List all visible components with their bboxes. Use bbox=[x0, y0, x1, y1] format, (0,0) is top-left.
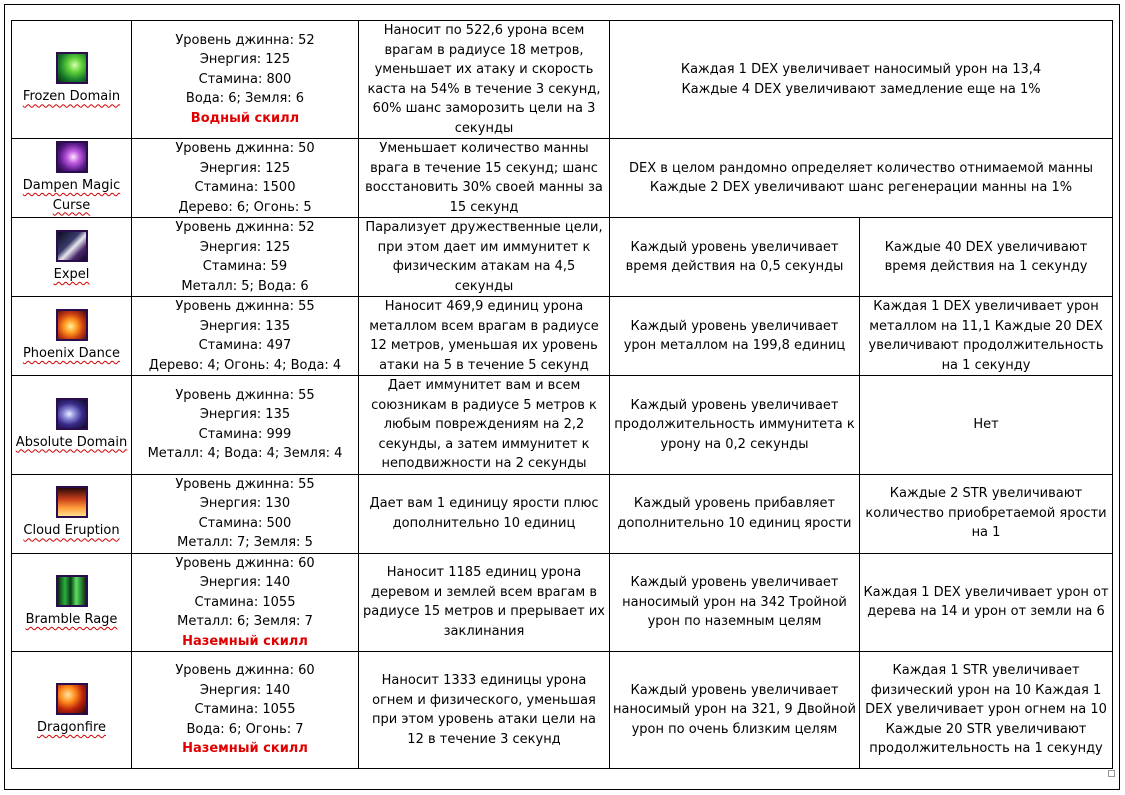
skill-level-bonus-cell: Каждый уровень увеличивает время действия на 0,5 секунды bbox=[610, 218, 860, 297]
skill-name-cell bbox=[12, 474, 132, 553]
req-elements: Металл: 5; Вода: 6 bbox=[181, 278, 309, 294]
skill-requirements-cell bbox=[132, 139, 359, 218]
skill-stat-bonus-cell: Нет bbox=[860, 376, 1113, 475]
skill-name: Expel bbox=[53, 266, 90, 282]
skill-name: Phoenix Dance bbox=[22, 345, 121, 361]
frozen-domain-icon bbox=[56, 52, 88, 84]
skill-name: Absolute Domain bbox=[15, 434, 128, 450]
skill-name-cell bbox=[12, 139, 132, 218]
dampen-magic-curse-icon bbox=[56, 141, 88, 173]
bonus-line: Каждые 2 DEX увеличивают шанс регенерации манны на 1% bbox=[649, 180, 1073, 195]
skill-row-phoenix-dance bbox=[12, 297, 1113, 376]
skill-requirements-cell bbox=[132, 297, 359, 376]
req-stamina: Стамина: 1055 bbox=[194, 702, 296, 718]
req-energy: Энергия: 125 bbox=[199, 160, 291, 176]
req-elements: Дерево: 6; Огонь: 5 bbox=[178, 199, 312, 215]
skill-level-bonus-cell: Каждый уровень увеличивает продолжительность иммунитета к урону на 0,2 секунды bbox=[610, 376, 860, 475]
skill-name-cell bbox=[12, 218, 132, 297]
req-level: Уровень джинна: 52 bbox=[175, 220, 315, 235]
absolute-domain-icon bbox=[56, 398, 88, 430]
req-energy: Энергия: 135 bbox=[199, 407, 291, 423]
skill-level-bonus-cell: Каждый уровень прибавляет дополнительно 10 единиц ярости bbox=[610, 474, 860, 553]
skill-level-bonus-cell: Каждый уровень увеличивает наносимый урон на 342 Тройной урон по наземным целям bbox=[610, 553, 860, 652]
req-stamina: Стамина: 800 bbox=[198, 71, 292, 87]
req-level: Уровень джинна: 55 bbox=[175, 299, 315, 314]
skill-row-expel bbox=[12, 218, 1113, 297]
skill-description-cell: Наносит 1333 единицы урона огнем и физического, уменьшая при этом уровень атаки цели на 12 в течение 3 секунд bbox=[359, 652, 610, 769]
skill-row-bramble-rage bbox=[12, 553, 1113, 652]
cloud-eruption-icon bbox=[56, 486, 88, 518]
skill-description-cell: Уменьшает количество манны врага в течение 15 секунд; шанс восстановить 30% своей манны за 15 секунд bbox=[359, 139, 610, 218]
expel-icon bbox=[56, 230, 88, 262]
req-stamina: Стамина: 1500 bbox=[194, 180, 296, 195]
req-level: Уровень джинна: 60 bbox=[175, 663, 315, 679]
skill-type-tag: Наземный скилл bbox=[182, 741, 308, 757]
skill-row-dragonfire bbox=[12, 652, 1113, 769]
skill-name-cell bbox=[12, 376, 132, 475]
skill-name-cell bbox=[12, 21, 132, 139]
skill-requirements-cell bbox=[132, 376, 359, 475]
bonus-line: DEX в целом рандомно определяет количество отнимаемой манны bbox=[629, 160, 1094, 176]
req-elements: Металл: 7; Земля: 5 bbox=[177, 535, 313, 550]
req-energy: Энергия: 130 bbox=[199, 496, 291, 511]
skill-stat-bonus-cell: Каждые 2 STR увеличивают количество приобретаемой ярости на 1 bbox=[860, 474, 1113, 553]
skill-requirements-cell bbox=[132, 218, 359, 297]
skill-requirements-cell bbox=[132, 652, 359, 769]
req-level: Уровень джинна: 50 bbox=[175, 141, 315, 156]
skill-name-cell bbox=[12, 553, 132, 652]
req-stamina: Стамина: 497 bbox=[198, 338, 292, 353]
skill-level-bonus-cell: Каждый уровень увеличивает наносимый урон на 321, 9 Двойной урон по очень близким целям bbox=[610, 652, 860, 769]
req-energy: Энергия: 125 bbox=[199, 52, 291, 68]
skill-requirements-cell bbox=[132, 474, 359, 553]
skill-row-absolute-domain bbox=[12, 376, 1113, 475]
skill-name: Cloud Eruption bbox=[23, 523, 120, 539]
req-elements: Металл: 6; Земля: 7 bbox=[177, 614, 313, 629]
req-stamina: Стамина: 1055 bbox=[194, 594, 296, 610]
skill-description-cell: Дает вам 1 единицу ярости плюс дополнительно 10 единиц bbox=[359, 474, 610, 553]
skill-type-tag: Наземный скилл bbox=[182, 633, 308, 649]
phoenix-dance-icon bbox=[56, 309, 88, 341]
skill-description-cell: Наносит 1185 единиц урона деревом и землей всем врагам в радиусе 15 метров и прерывает их заклинания bbox=[359, 553, 610, 652]
skill-stat-bonus-cell: Каждая 1 DEX увеличивает урон металлом на 11,1 Каждые 20 DEX увеличивают продолжительность на 1 секунду bbox=[860, 297, 1113, 376]
skills-table bbox=[11, 20, 1113, 769]
skill-row-cloud-eruption bbox=[12, 474, 1113, 553]
paragraph-end-marker bbox=[1108, 770, 1115, 777]
req-stamina: Стамина: 500 bbox=[198, 515, 292, 531]
skill-requirements-cell bbox=[132, 21, 359, 139]
skill-name: Dragonfire bbox=[36, 719, 106, 735]
skill-bonus-merged-cell bbox=[610, 21, 1113, 139]
skill-name-cell bbox=[12, 652, 132, 769]
bonus-line: Каждые 4 DEX увеличивают замедление еще на 1% bbox=[681, 81, 1041, 97]
req-energy: Энергия: 135 bbox=[199, 318, 291, 334]
bramble-rage-icon bbox=[56, 575, 88, 607]
req-stamina: Стамина: 59 bbox=[202, 259, 288, 274]
req-energy: Энергия: 140 bbox=[199, 575, 291, 590]
req-elements: Дерево: 4; Огонь: 4; Вода: 4 bbox=[148, 357, 342, 373]
skill-row-frozen-domain bbox=[12, 21, 1113, 139]
req-level: Уровень джинна: 60 bbox=[175, 555, 315, 571]
req-elements: Вода: 6; Огонь: 7 bbox=[186, 721, 304, 737]
skill-row-dampen-magic-curse bbox=[12, 139, 1113, 218]
skill-stat-bonus-cell: Каждые 40 DEX увеличивают время действия на 1 секунду bbox=[860, 218, 1113, 297]
skill-stat-bonus-cell: Каждая 1 DEX увеличивает урон от дерева на 14 и урон от земли на 6 bbox=[860, 553, 1113, 652]
bonus-line: Каждая 1 DEX увеличивает наносимый урон на 13,4 bbox=[680, 62, 1042, 77]
skill-name: Bramble Rage bbox=[25, 612, 118, 627]
skill-level-bonus-cell: Каждый уровень увеличивает урон металлом на 199,8 единиц bbox=[610, 297, 860, 376]
skill-description-cell: Наносит 469,9 единиц урона металлом всем врагам в радиусе 12 метров, уменьшая их уровень атаки на 5 в течение 5 секунд bbox=[359, 297, 610, 376]
req-elements: Вода: 6; Земля: 6 bbox=[185, 91, 305, 107]
skill-requirements-cell bbox=[132, 553, 359, 652]
skill-name: Frozen Domain bbox=[22, 89, 121, 105]
skill-description-cell: Дает иммунитет вам и всем союзникам в радиусе 5 метров к любым повреждениям на 2,2 секунды, а затем иммунитет к неподвижности на 2 секунды bbox=[359, 376, 610, 475]
skill-name-cell bbox=[12, 297, 132, 376]
req-level: Уровень джинна: 55 bbox=[175, 476, 315, 492]
skill-description-cell: Наносит по 522,6 урона всем врагам в радиусе 18 метров, уменьшает их атаку и скорость каста на 54% в течение 3 секунд, 60% шанс заморозить цели на 3 секунды bbox=[359, 21, 610, 139]
skill-bonus-merged-cell bbox=[610, 139, 1113, 218]
req-elements: Металл: 4; Вода: 4; Земля: 4 bbox=[147, 446, 343, 462]
skill-description-cell: Парализует дружественные цели, при этом дает им иммунитет к физическим атакам на 4,5 секунды bbox=[359, 218, 610, 297]
req-stamina: Стамина: 999 bbox=[198, 426, 292, 442]
dragonfire-icon bbox=[56, 683, 88, 715]
req-energy: Энергия: 140 bbox=[199, 682, 291, 698]
req-level: Уровень джинна: 55 bbox=[175, 387, 315, 403]
req-energy: Энергия: 125 bbox=[199, 239, 291, 255]
req-level: Уровень джинна: 52 bbox=[175, 32, 315, 48]
skill-stat-bonus-cell: Каждая 1 STR увеличивает физический урон на 10 Каждая 1 DEX увеличивает урон огнем на 10 Каждые 20 STR увеличивают продолжительность на 1 секунду bbox=[860, 652, 1113, 769]
skill-name: Dampen Magic Curse bbox=[22, 178, 121, 213]
skill-type-tag: Водный скилл bbox=[190, 110, 300, 126]
